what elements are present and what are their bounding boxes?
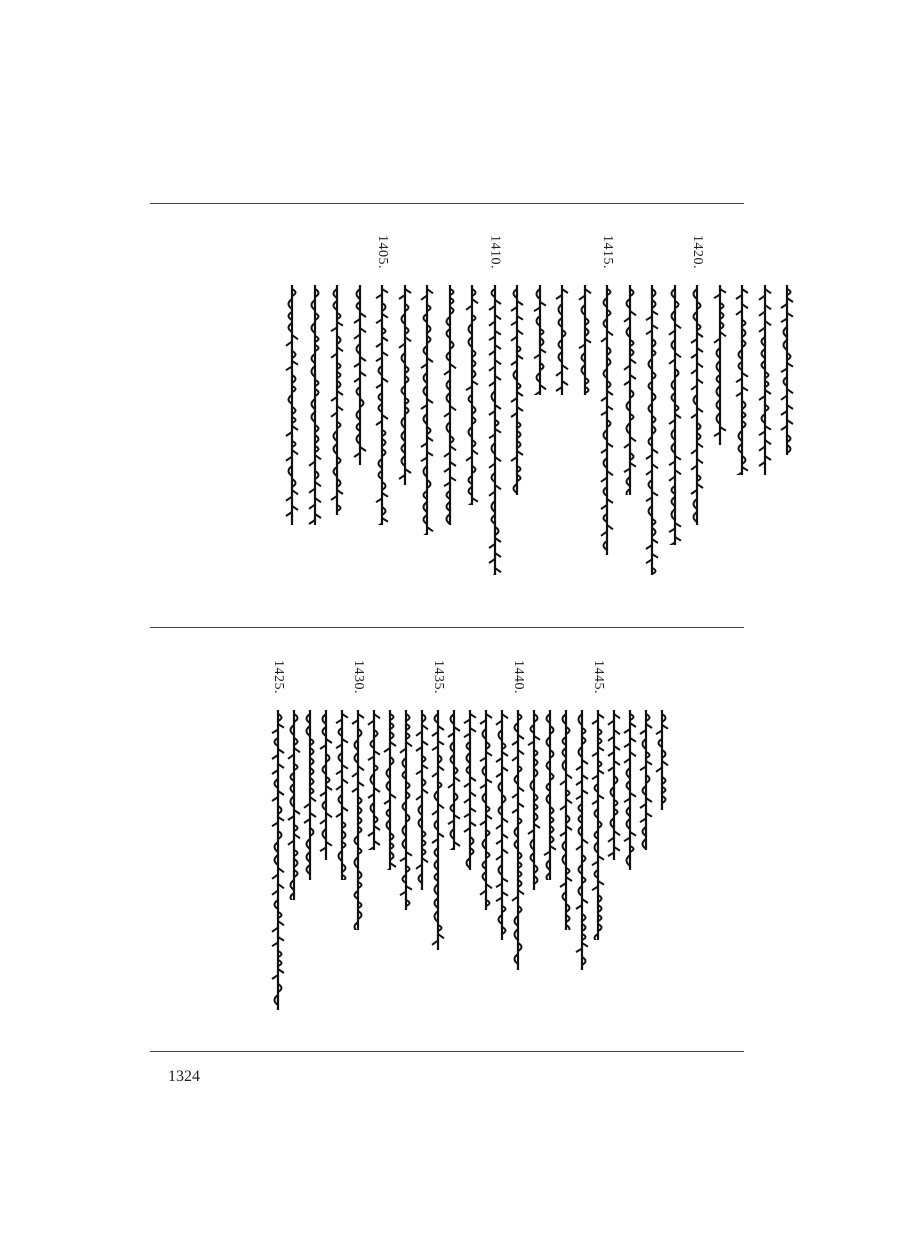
mongolian-script-line [305,285,325,525]
verse-panel-top [150,235,744,605]
mongolian-script-line [620,285,640,495]
mongolian-script-line [597,285,617,555]
mongolian-script-line [462,285,482,505]
mongolian-script-line [710,285,730,445]
mongolian-script-line [755,285,775,475]
verse-column [460,235,484,605]
verse-column [505,235,529,605]
verse-column [280,235,304,605]
line-number: 1430. [351,660,366,694]
verse-column [753,235,777,605]
mongolian-script-line [350,285,370,465]
verse-column [483,235,507,605]
verse-column [325,235,349,605]
verse-column [415,235,439,605]
verse-panel-bottom [150,660,744,1040]
mongolian-script-line [282,285,302,525]
mongolian-script-line [507,285,527,495]
line-number: 1440. [511,660,526,694]
verse-column [393,235,417,605]
line-number: 1420. [690,235,705,269]
verse-column [348,235,372,605]
mongolian-script-line [268,710,288,1010]
verse-column [775,235,799,605]
verse-column [685,235,709,605]
verse-column [595,235,619,605]
verse-column [730,235,754,605]
verse-column [573,235,597,605]
top-divider-line [150,203,744,204]
middle-divider-line [150,627,744,628]
verse-column [663,235,687,605]
bottom-divider-line [150,1051,744,1052]
verse-column [640,235,664,605]
mongolian-script-line [777,285,797,455]
line-number: 1445. [591,660,606,694]
verse-column [528,235,552,605]
mongolian-script-line [575,285,595,395]
mongolian-script-line [440,285,460,525]
mongolian-script-line [395,285,415,485]
line-number: 1415. [600,235,615,269]
mongolian-script-line [552,285,572,395]
verse-column [618,235,642,605]
mongolian-script-line [665,285,685,545]
mongolian-script-line [642,285,662,575]
line-number: 1405. [375,235,390,269]
line-number: 1410. [487,235,503,269]
verse-column [370,235,394,605]
page-number: 1324 [168,1068,200,1085]
verse-column [266,660,290,1040]
line-number: 1425. [271,660,286,694]
verse-column [708,235,732,605]
mongolian-script-line [732,285,752,475]
mongolian-script-line [530,285,550,395]
mongolian-script-line [327,285,347,515]
mongolian-script-line [687,285,707,525]
verse-column [303,235,327,605]
verse-column [550,235,574,605]
line-number: 1435. [431,660,446,694]
mongolian-script-line [417,285,437,535]
mongolian-script-line [485,285,505,575]
mongolian-script-line [372,285,392,525]
verse-column [438,235,462,605]
